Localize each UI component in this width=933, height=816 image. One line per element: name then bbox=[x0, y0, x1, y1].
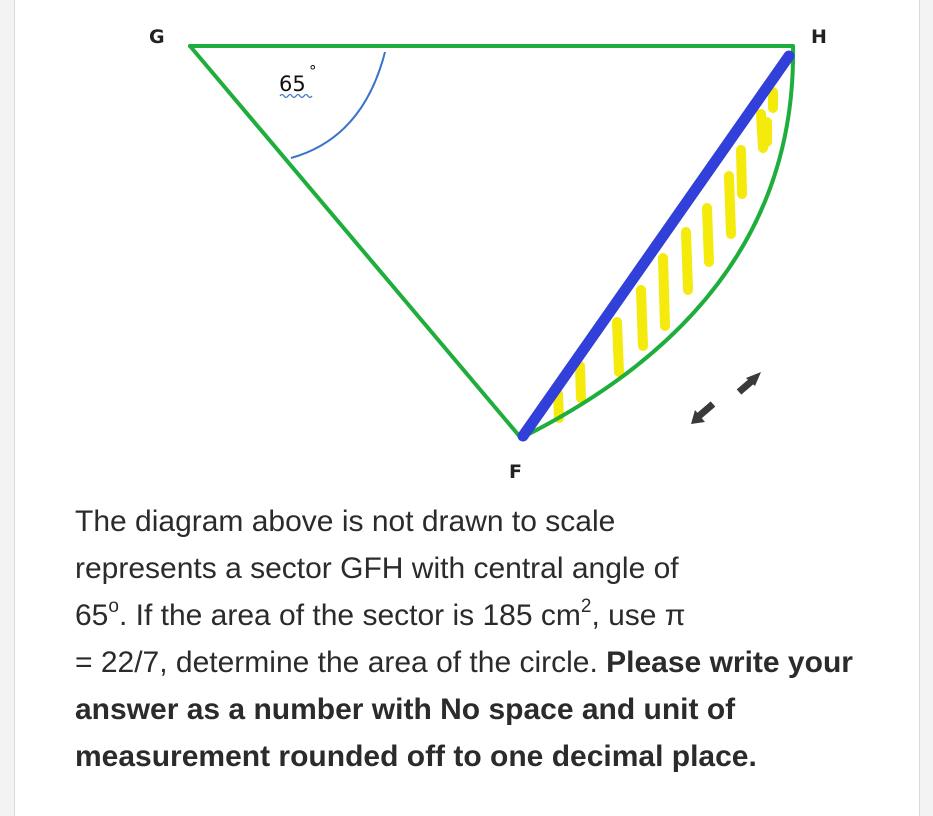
angle-value: 65 bbox=[75, 599, 109, 632]
hatch-stroke bbox=[641, 290, 643, 346]
hatch-stroke bbox=[729, 176, 731, 234]
resize-diagonal-arrow-icon[interactable] bbox=[691, 372, 761, 424]
question-card bbox=[14, 0, 920, 816]
answer-instruction: Please write your answer as a number with No space and unit of measurement rounded off to one decimal place. bbox=[75, 646, 853, 773]
hatch-stroke bbox=[686, 232, 688, 290]
sector-diagram bbox=[15, 0, 919, 490]
radius-FG bbox=[190, 46, 521, 438]
question-line-2: represents a sector GFH with central angle of bbox=[75, 552, 679, 585]
angle-arc bbox=[291, 52, 385, 158]
hatch-stroke bbox=[580, 366, 581, 398]
sector-radii bbox=[190, 46, 793, 438]
hatch-stroke bbox=[741, 150, 742, 194]
hatch-stroke bbox=[558, 394, 559, 418]
point-label-G: G bbox=[149, 26, 165, 48]
hatch-stroke bbox=[707, 208, 709, 262]
question-line-4: = 22/7, determine the area of the circle. bbox=[75, 646, 598, 679]
question-line-3-end: , use π bbox=[591, 599, 686, 632]
angle-label: 65 bbox=[279, 72, 306, 96]
angle-degree-mark: ° bbox=[309, 62, 317, 80]
area-exponent: 2 bbox=[580, 596, 592, 617]
question-line-3-mid: . If the area of the sector is 185 cm bbox=[118, 599, 581, 632]
point-label-H: H bbox=[811, 26, 827, 48]
hatch-stroke bbox=[663, 258, 665, 326]
point-label-F: F bbox=[509, 461, 522, 483]
hatch-stroke bbox=[761, 114, 763, 148]
question-line-1: The diagram above is not drawn to scale bbox=[75, 505, 616, 538]
question-text bbox=[75, 498, 855, 780]
hatch-stroke bbox=[617, 322, 619, 372]
segment-hatching bbox=[558, 92, 773, 418]
angle-unit: o bbox=[108, 596, 119, 617]
